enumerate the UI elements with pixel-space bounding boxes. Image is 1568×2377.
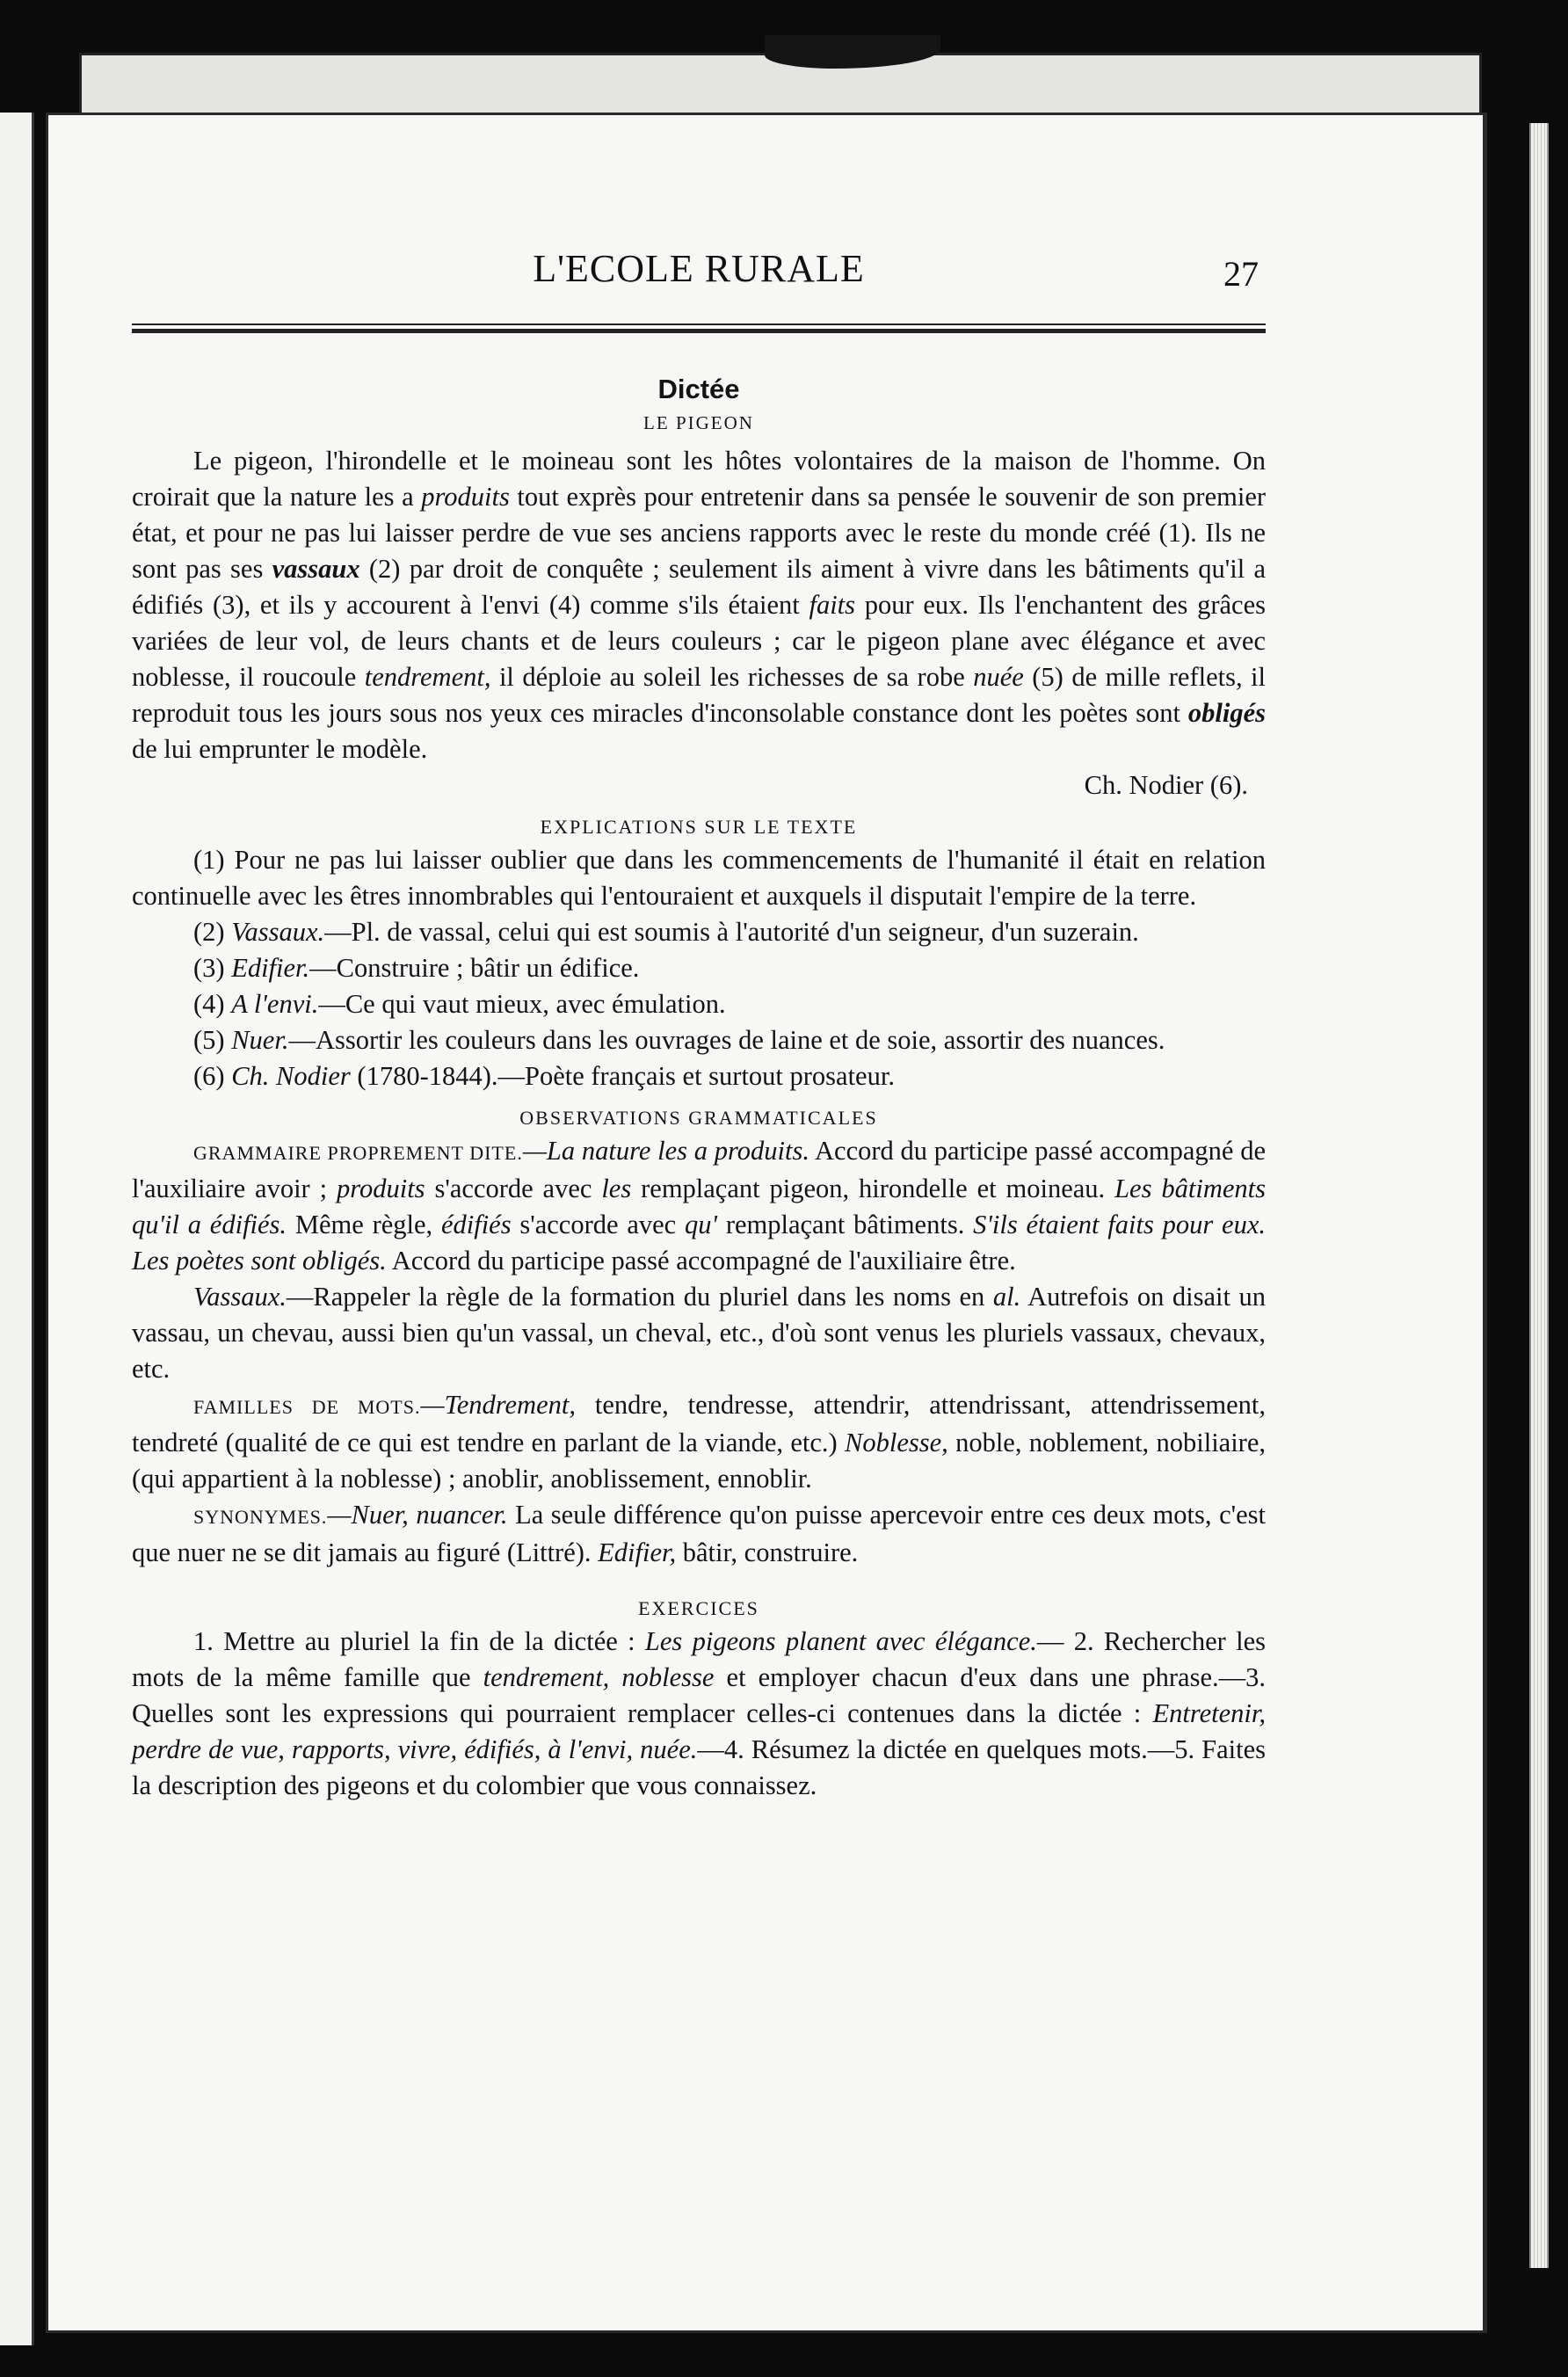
synonymes-paragraph: SYNONYMES.—Nuer, nuancer. La seule différence qu'on puisse apercevoir entre ces deux mots, c'est que nuer ne se dit jamais au figuré (Littré). Edifier, bâtir, construire. [132, 1500, 1266, 1567]
explication-item: (6) Ch. Nodier (1780-1844).—Poète français et surtout prosateur. [193, 1061, 895, 1091]
book-spine [0, 113, 34, 2345]
explications-heading: EXPLICATIONS SUR LE TEXTE [540, 816, 858, 838]
dictee-heading: Dictée [657, 374, 740, 404]
page-content [132, 246, 1266, 1804]
page-number: 27 [1223, 254, 1259, 294]
exercices-heading: EXERCICES [638, 1597, 759, 1619]
dictee-signature: Ch. Nodier (6). [1084, 770, 1248, 800]
running-head [132, 246, 1266, 302]
explication-item: (3) Edifier.—Construire ; bâtir un édifice. [193, 953, 640, 983]
header-rule-thick [132, 329, 1266, 333]
header-rule-thin [132, 323, 1266, 325]
grammaire-paragraph: GRAMMAIRE PROPREMENT DITE.—La nature les a produits. Accord du participe passé accompagné de l'auxiliaire avoir ; produits s'accorde avec les remplaçant pigeon, hirondelle et moineau. Les bâtiments qu'il a édifiés. Même règle, édifiés s'accorde avec qu' remplaçant bâtiments. S'ils étaient faits pour eux. Les poètes sont obligés. Accord du participe passé accompagné de l'auxiliaire être. [132, 1136, 1266, 1276]
explication-item: (4) A l'envi.—Ce qui vaut mieux, avec émulation. [193, 989, 726, 1019]
vassaux-paragraph: Vassaux.—Rappeler la règle de la formation du pluriel dans les noms en al. Autrefois on disait un vassau, un chevau, aussi bien qu'un vassal, un cheval, etc., d'où sont venus les pluriels vassaux, chevaux, etc. [132, 1282, 1266, 1384]
running-title: L'ECOLE RURALE [533, 247, 865, 290]
page-edges [1529, 123, 1549, 2268]
explication-item: (5) Nuer.—Assortir les couleurs dans les ouvrages de laine et de soie, assortir des nuances. [193, 1025, 1165, 1055]
familles-paragraph: FAMILLES DE MOTS.—Tendrement, tendre, tendresse, attendrir, attendrissant, attendrissement, tendreté (qualité de ce qui est tendre en parlant de la viande, etc.) Noblesse, noble, noblement, nobiliaire, (qui appartient à la noblesse) ; anoblir, anoblissement, ennoblir. [132, 1390, 1266, 1494]
observations-heading: OBSERVATIONS GRAMMATICALES [519, 1107, 878, 1129]
exercices-paragraph: 1. Mettre au pluriel la fin de la dictée : Les pigeons planent avec élégance.— 2. Rechercher les mots de la même famille que tendrement, noblesse et employer chacun d'eux dans une phrase.—3. Quelles sont les expressions qui pourraient remplacer celles-ci contenues dans la dictée : Entretenir, perdre de vue, rapports, vivre, édifiés, à l'envi, nuée.—4. Résumez la dictée en quelques mots.—5. Faites la description des pigeons et du colombier que vous connaissez. [132, 1626, 1266, 1800]
dictee-text: Le pigeon, l'hirondelle et le moineau sont les hôtes volontaires de la maison de l'homme. On croirait que la nature les a produits tout exprès pour entretenir dans sa pensée le souvenir de son premier état, et pour ne pas lui laisser perdre de vue ses anciens rapports avec le reste du monde créé (1). Ils ne sont pas ses vassaux (2) par droit de conquête ; seulement ils aiment à vivre dans les bâtiments qu'il a édifiés (3), et ils y accourent à l'envi (4) comme s'ils étaient faits pour eux. Ils l'enchantent des grâces variées de leur vol, de leurs chants et de leurs couleurs ; car le pigeon plane avec élégance et avec noblesse, il roucoule tendrement, il déploie au soleil les richesses de sa robe nuée (5) de mille reflets, il reproduit tous les jours sous nos yeux ces miracles d'inconsolable constance dont les poètes sont obligés de lui emprunter le modèle. [132, 446, 1267, 764]
explication-item: (2) Vassaux.—Pl. de vassal, celui qui est soumis à l'autorité d'un seigneur, d'un suzerain. [193, 917, 1139, 947]
explication-item: (1) Pour ne pas lui laisser oublier que dans les commencements de l'humanité il était en relation continuelle avec les êtres innombrables qui l'entouraient et auxquels il disputait l'empire de la terre. [132, 845, 1266, 911]
dictee-subheading: LE PIGEON [643, 412, 754, 433]
